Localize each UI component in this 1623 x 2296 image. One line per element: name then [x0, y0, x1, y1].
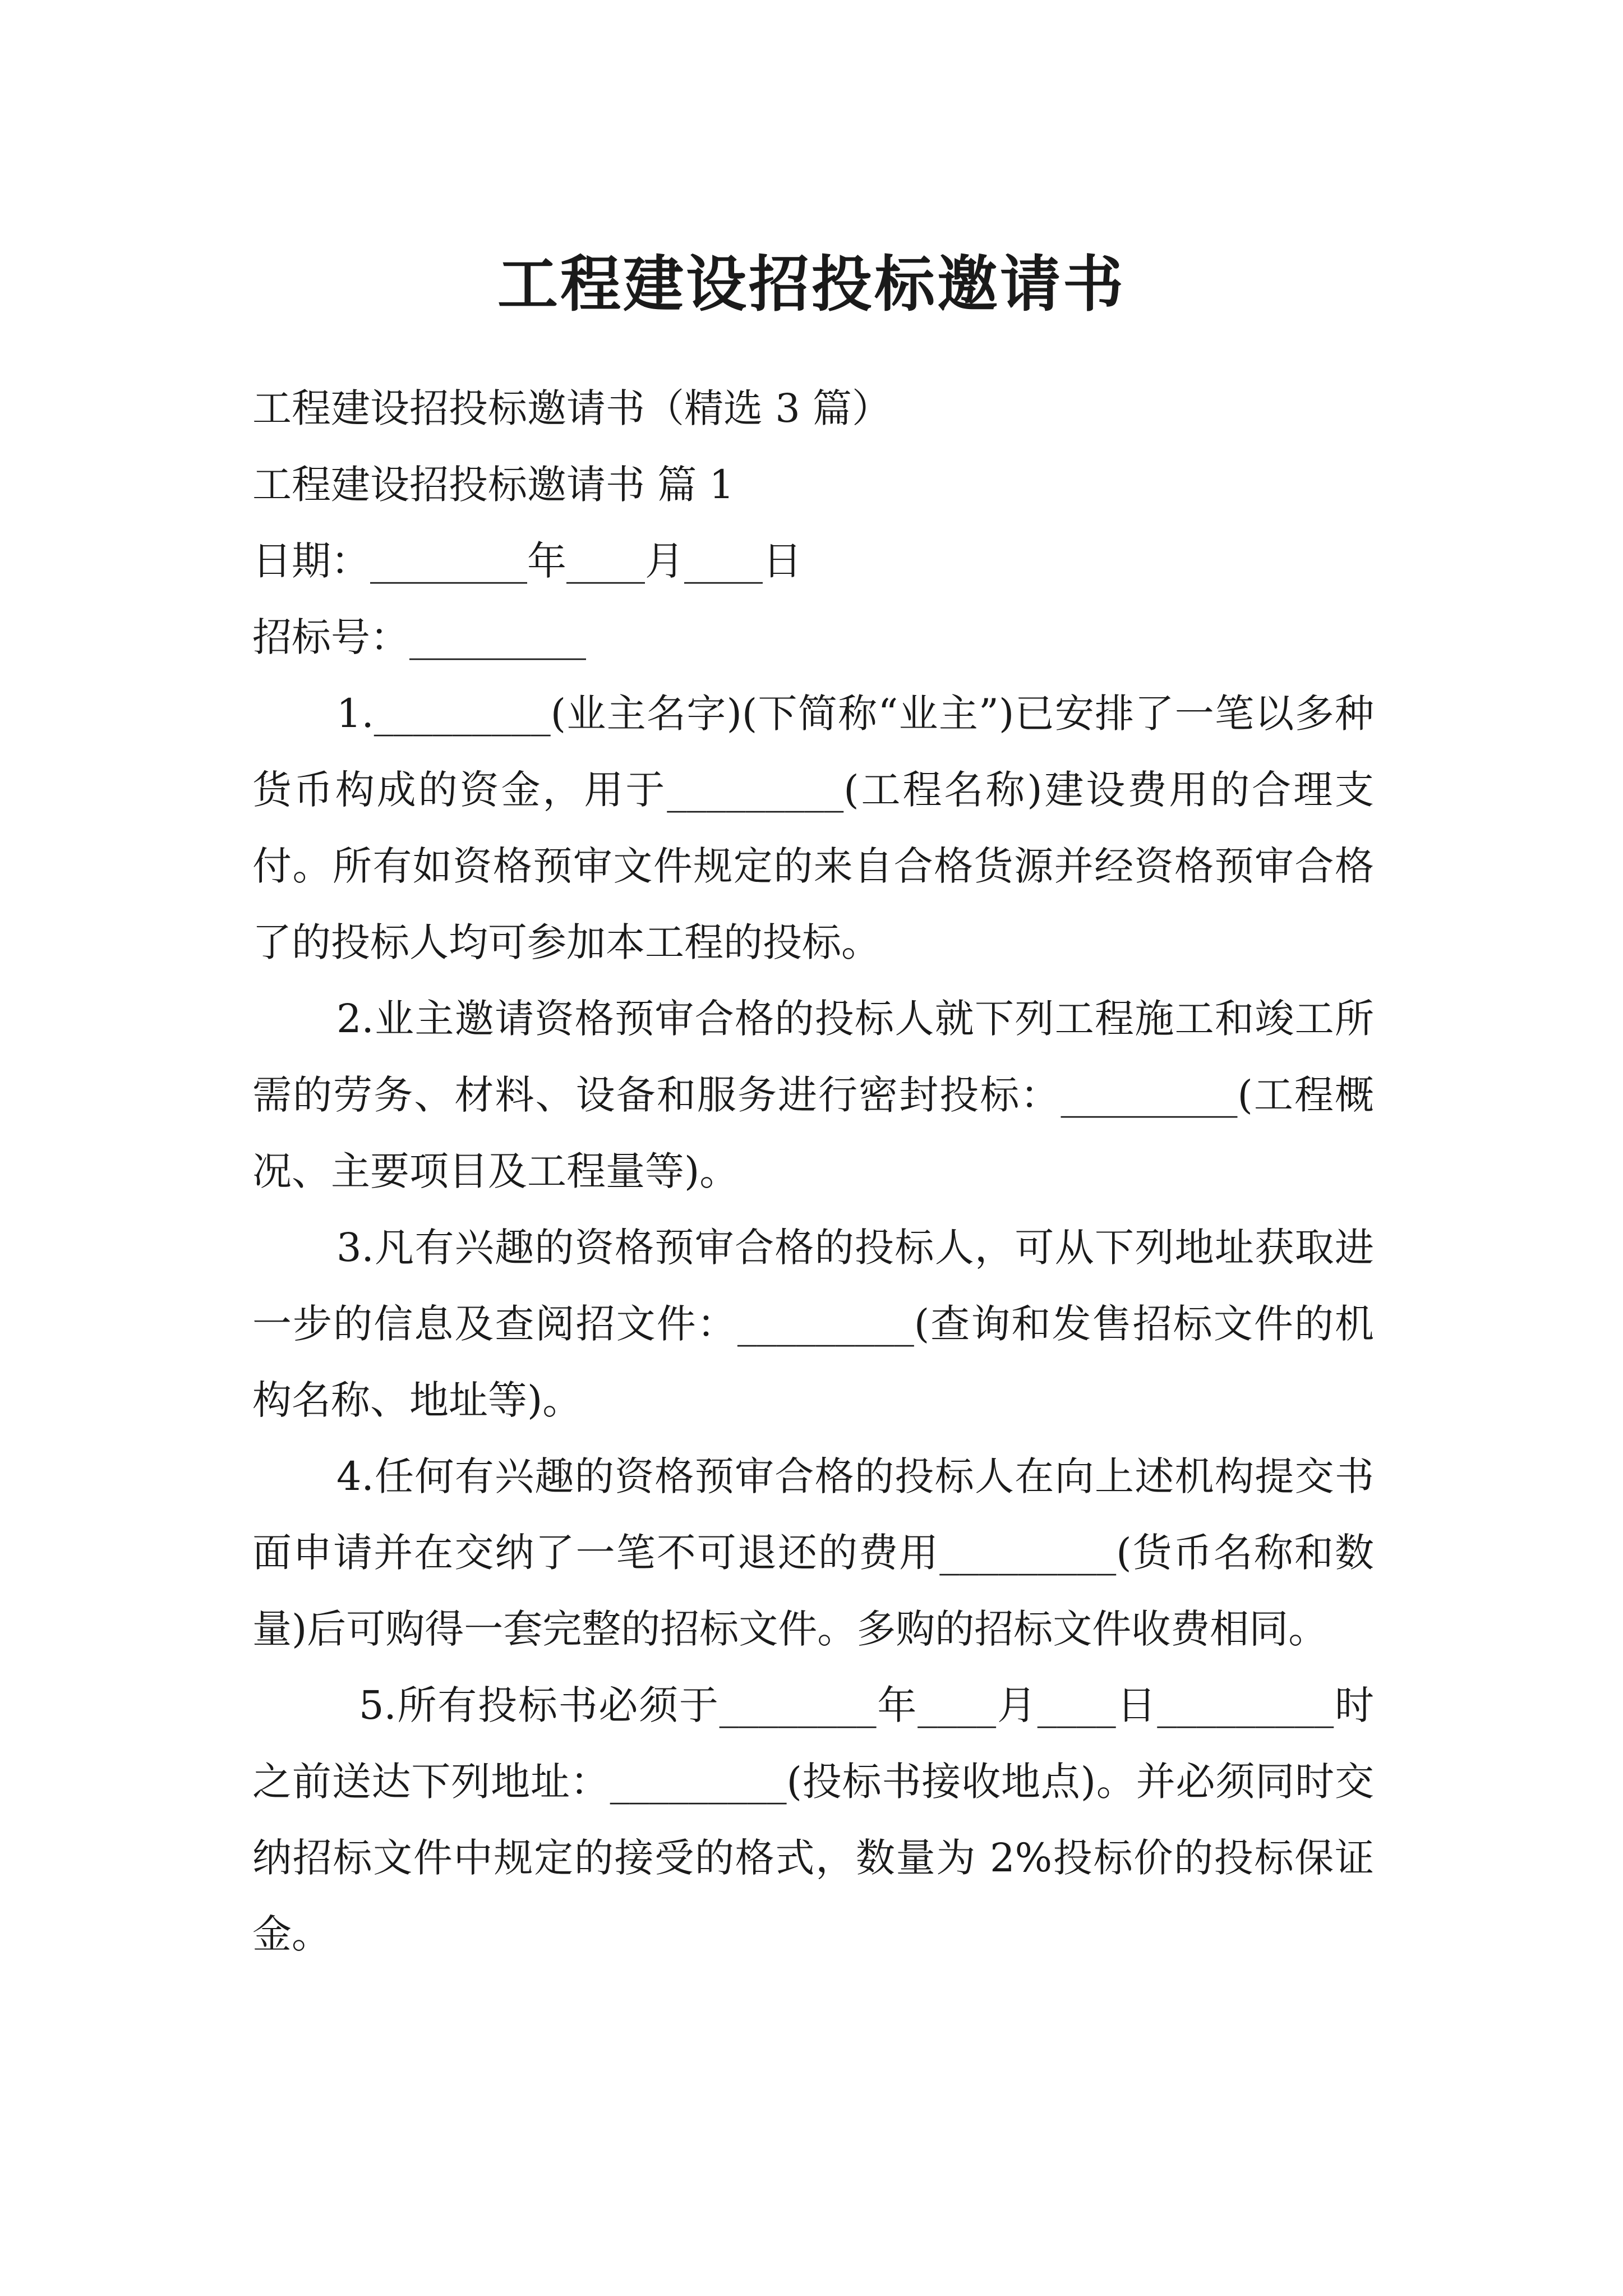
- paragraph-container: [252, 675, 1374, 1972]
- document-body: [252, 370, 1374, 675]
- paragraph-3: 3.凡有兴趣的资格预审合格的投标人，可从下列地址获取进一步的信息及查阅招文件：_________(查询和发售招标文件的机构名称、地址等)。: [252, 1225, 1374, 1423]
- date-line: 日期：________年____月____日: [252, 538, 802, 584]
- document-title: 工程建设招投标邀请书: [497, 249, 1126, 320]
- paragraph-2: 2.业主邀请资格预审合格的投标人就下列工程施工和竣工所需的劳务、材料、设备和服务进行密封投标：_________(工程概况、主要项目及工程量等)。: [252, 996, 1374, 1194]
- document-subtitle: 工程建设招投标邀请书（精选 3 篇）: [252, 385, 892, 431]
- paragraph-1: 1._________(业主名字)(下简称“业主”)已安排了一笔以多种货币构成的资金，用于_________(工程名称)建设费用的合理支付。所有如资格预审文件规定的来自合格货源并经资格预审合格了的投标人均可参加本工程的投标。: [252, 691, 1374, 965]
- section-heading: 工程建设招投标邀请书 篇 1: [252, 462, 735, 508]
- paragraph-5: 5.所有投标书必须于________年____月____日_________时之前送达下列地址：_________(投标书接收地点)。并必须同时交纳招标文件中规定的接受的格式，数量为 2%投标价的投标保证金。: [252, 1682, 1374, 1957]
- tender-number-line: 招标号：_________: [252, 614, 586, 660]
- paragraph-4: 4.任何有兴趣的资格预审合格的投标人在向上述机构提交书面申请并在交纳了一笔不可退还的费用_________(货币名称和数量)后可购得一套完整的招标文件。多购的招标文件收费相同。: [252, 1453, 1374, 1652]
